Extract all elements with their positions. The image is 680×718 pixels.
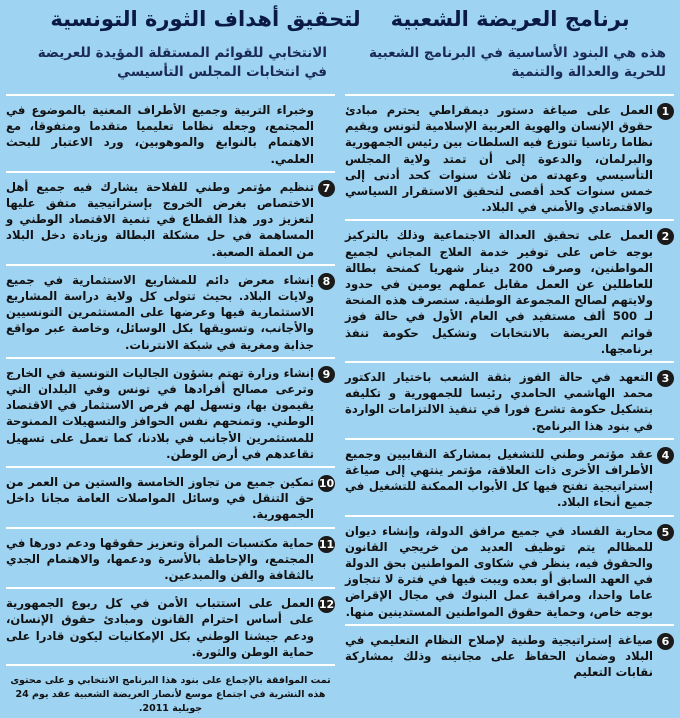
item-text: إنشاء معرض دائم للمشاريع الاستثمارية في جميع ولايات البلاد. بحيث تتولى كل ولاية دراسة المشاريع الاستثمارية فيها وعرضها على المستثمرين التونسيين والأجانب، وتسويقها بكل الوسائل، وخاصة عبر مواقع جذابة ومغرية في شبكة الانترنات. xyxy=(6,272,314,352)
divider xyxy=(345,438,674,440)
item-text: حماية مكتسبات المرأة وتعزيز حقوقها ودعم دورها في المجتمع، والإحاطة بالأسرة ودعمها، والاهتمام الجدي بالثقافة والفن والمبدعين. xyxy=(6,535,314,583)
title-left: لتحقيق أهداف الثورة التونسية xyxy=(50,7,361,31)
program-item-continuation xyxy=(6,102,335,167)
left-column-intro: الانتخابي للقوائم المستقلة المؤيدة للعريضة في انتخابات المجلس التأسيسي xyxy=(37,45,327,80)
program-item xyxy=(6,179,335,260)
program-item xyxy=(6,365,335,462)
page-title xyxy=(6,4,674,34)
divider xyxy=(6,466,335,468)
item-number-badge: 7 xyxy=(318,180,335,197)
divider xyxy=(345,624,674,626)
item-text: العمل على استتباب الأمن في كل ربوع الجمهورية على أساس احترام القانون ومبادئ حقوق الإنسان، ودعم جيشنا الوطني بكل الإمكانيات ليكون قادرا على حماية الوطن والثورة. xyxy=(6,596,314,659)
item-number-badge: 12 xyxy=(318,598,335,612)
program-item xyxy=(345,446,674,511)
item-number-badge: 1 xyxy=(657,103,674,120)
item-text: العمل على صياغة دستور ديمقراطي يحترم مبادئ حقوق الإنسان والهوية العربية الإسلامية لتونس ويقيم نظاما رئاسيا تتوزع فيه السلطات بين رئيس الجمهورية والبرلمان، والدعوة إلى أن تمتد ولاية المجلس التأسيسي وعهدته من ثلاث سنوات كحد أدنى إلى خمس سنوات كحد أقصى لتحقيق الاستقرار السياسي والاقتصادي والأمني في البلاد. xyxy=(345,103,653,215)
program-item xyxy=(345,227,674,357)
item-number-badge: 11 xyxy=(318,537,335,551)
program-item xyxy=(6,535,335,584)
divider xyxy=(6,171,335,173)
item-number-badge: 10 xyxy=(318,477,335,491)
item-number-badge: 3 xyxy=(657,370,674,387)
columns xyxy=(6,40,674,718)
item-number-badge: 6 xyxy=(657,633,674,650)
item-number-badge: 2 xyxy=(657,228,674,245)
item-text: إنشاء وزارة تهتم بشؤون الجاليات التونسية في الخارج وترعى مصالح أفرادها في تونس وفي البلدان التي يقيمون بها، وتسهل لهم فرص الاستثمار في الاقتصاد الوطني. وتمنحهم نفس الحوافز والتسهيلات الممنوحة للمستثمرين الأجانب في بلادنا، كما تعمل على تسهيل تقاعدهم في أرض الوطن. xyxy=(6,365,314,461)
item-number-badge: 5 xyxy=(657,524,674,541)
item-text: صياغة إستراتيجية وطنية لإصلاح النظام التعليمي في البلاد وضمان الحفاظ على مجانيته وذلك بمشاركة نقابات التعليم xyxy=(345,632,653,680)
program-item xyxy=(6,272,335,353)
approval-footer: تمت الموافقة بالإجماع على بنود هذا البرنامج الانتخابي و على محتوى هذه النشرية في اجتماع موسع لأنصار العريضة الشعبية عقد يوم 24 جويلية 2011. xyxy=(10,675,331,715)
item-text: وخبراء التربية وجميع الأطراف المعنية بالموضوع في المجتمع، وجعله نظاما تعليميا متقدما ومتفوقا، مع الاهتمام بالنوابغ والموهوبين، ورد الاعتبار للبحث العلمي. xyxy=(6,103,314,166)
program-item xyxy=(345,523,674,620)
divider xyxy=(6,357,335,359)
divider xyxy=(6,527,335,529)
divider xyxy=(6,94,335,96)
divider xyxy=(6,264,335,266)
program-item xyxy=(345,102,674,215)
item-number-badge: 8 xyxy=(318,273,335,290)
item-text: العمل على تحقيق العدالة الاجتماعية وذلك بالتركيز بوجه خاص على توفير خدمة العلاج المجاني لجميع المواطنين، وصرف 200 دينار شهريا كمنحة بطالة للعاطلين عن العمل مقابل عملهم يومين في حدود ولايتهم لصالح المجموعة الوطنية. ستصرف هذه المنحة لـ 500 ألف مستفيد في العام الأول في حالة فوز قوائم العريضة بالانتخابات وتشكيل حكومة تنفذ برنامجها. xyxy=(345,228,653,356)
item-text: التعهد في حالة الفوز بثقة الشعب باختيار الدكتور محمد الهاشمي الحامدي رئيسا للجمهورية و تكليفه بتشكيل حكومة تشرع فورا في تنفيذ الالتزامات الواردة في بنود هذا البرنامج. xyxy=(345,370,653,433)
item-number-badge: 9 xyxy=(318,366,335,383)
divider xyxy=(345,361,674,363)
divider xyxy=(6,587,335,589)
divider xyxy=(6,664,335,666)
divider xyxy=(345,94,674,96)
divider xyxy=(345,515,674,517)
item-text: محاربة الفساد في جميع مرافق الدولة، وإنشاء ديوان للمظالم يتم توظيف العديد من خريجي القانون والحقوق فيه، ينظر في شكاوى المواطنين بحق الدولة في العهد السابق أو بعده ويبت فيها في فترة لا تتجاوز عاما واحدا، ومراقبة عمل البنوك في مجال الإقراض بوجه خاص، وحماية حقوق المواطنين المستدينين منها. xyxy=(345,523,653,619)
right-column-intro: هذه هي البنود الأساسية في البرنامج الشعبية للحرية والعدالة والتنمية xyxy=(368,45,666,80)
program-item xyxy=(345,369,674,434)
program-item xyxy=(6,474,335,523)
program-item xyxy=(6,595,335,660)
program-item xyxy=(345,632,674,681)
item-number-badge: 4 xyxy=(657,447,674,464)
right-column xyxy=(345,40,674,718)
divider xyxy=(345,219,674,221)
item-text: تمكين جميع من تجاوز الخامسة والستين من العمر من حق التنقل في وسائل المواصلات العامة مجانا داخل الجمهورية. xyxy=(6,475,314,522)
item-text: تنظيم مؤتمر وطني للفلاحة يشارك فيه جميع أهل الاختصاص بغرض الخروج بإستراتيجية متفق عليها لتعزيز دور هذا القطاع في تنمية الاقتصاد الوطني و المساهمة في حل مشكلة البطالة وزيادة دخل البلاد من العملة الصعبة. xyxy=(6,179,314,259)
title-right: برنامج العريضة الشعبية xyxy=(390,7,630,31)
item-text: عقد مؤتمر وطني للتشغيل بمشاركة النقابيين وجميع الأطراف الأخرى ذات العلاقة، مؤتمر ينتهي إلى صياغة إستراتيجية تفتح فيها كل الأبواب الممكنة للتشغيل في جميع أنحاء البلاد. xyxy=(345,446,653,510)
left-column xyxy=(6,40,335,718)
